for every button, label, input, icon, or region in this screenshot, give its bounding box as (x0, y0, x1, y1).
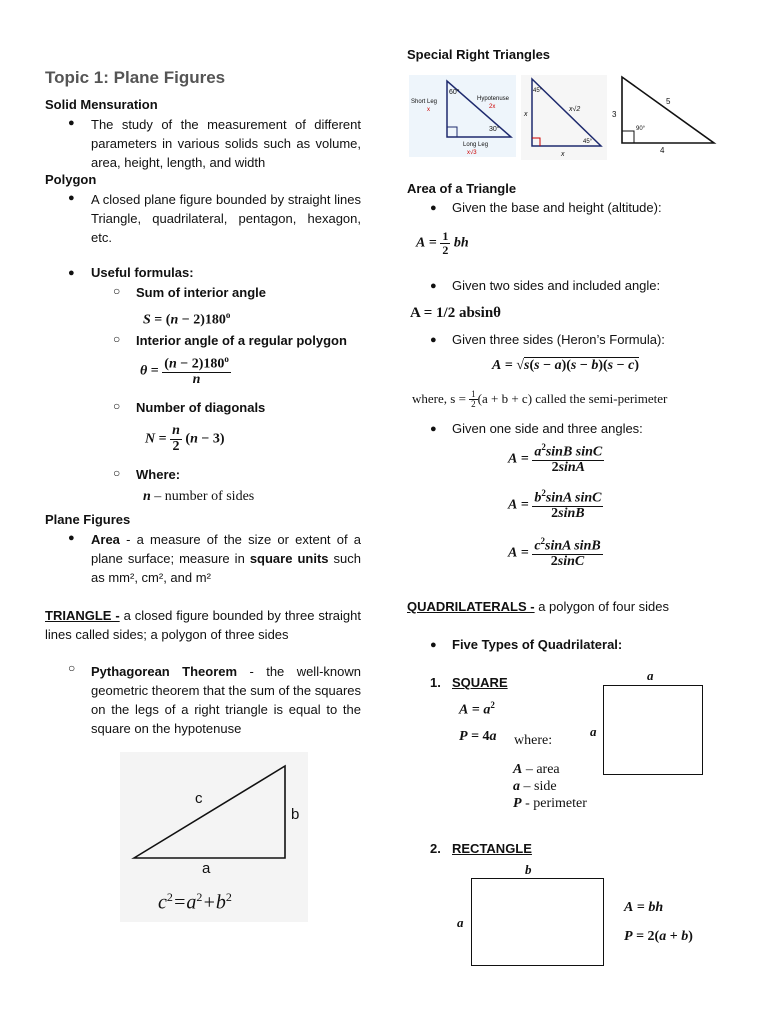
short-leg-label: Short Leg (411, 99, 438, 105)
area-bold: square units (249, 551, 329, 566)
rectangle-shape (471, 878, 604, 966)
triangle-3-4-5-figure (608, 75, 720, 157)
quadrilaterals-definition (407, 599, 669, 614)
bullet: ● (430, 639, 437, 651)
perimeter-def-text: - perimeter (525, 796, 587, 811)
square-side-def: a – side (513, 779, 557, 794)
triangle-text: a closed figure bounded by three straight lines called sides; a polygon of three sides (45, 608, 361, 642)
triangle-45-45-90-shape (532, 79, 601, 146)
square-side-label: a (590, 724, 597, 739)
bullet: ● (68, 532, 75, 544)
angle-45-bottom-label: 45° (583, 139, 593, 145)
circle-bullet: ○ (113, 284, 121, 298)
circle-bullet: ○ (113, 399, 121, 413)
herons-formula: A = √s(s − a)(s − b)(s − c) (492, 358, 639, 373)
semi-suffix: (a + b + c) called the semi-perimeter (477, 390, 668, 406)
area-definition (91, 530, 361, 587)
polygon-heading: Polygon (45, 172, 97, 187)
solid-mensuration-text: The study of the measurement of different parameters in various solids such as volume, area, height, length, and width (91, 117, 361, 170)
pythagorean-formula: $c^2=a^2+b^2$ (158, 890, 232, 914)
short-leg-x-label: x (427, 107, 430, 113)
semi-prefix: where, s = (412, 390, 470, 406)
rectangle-area-formula: A = bh (624, 900, 664, 915)
square-top-label: a (647, 668, 654, 683)
triangle-3-4-5-diagram (608, 75, 720, 157)
solid-mensuration-heading: Solid Mensuration (45, 97, 158, 112)
hypotenuse-label: Hypotenuse (477, 96, 510, 102)
pythagorean-term: Pythagorean Theorem (91, 664, 238, 679)
bullet: ● (430, 202, 437, 214)
three-sides-label: Given three sides (Heron’s Formula): (452, 332, 665, 347)
useful-formulas-heading: Useful formulas: (91, 265, 194, 280)
bullet: ● (430, 280, 437, 292)
rectangle-top-label: b (525, 862, 532, 877)
one-side-label: Given one side and three angles: (452, 421, 643, 436)
square-heading: SQUARE (452, 675, 508, 690)
hypotenuse-label: c (195, 790, 203, 807)
triangle-45-45-90-figure (521, 75, 607, 160)
base-height-formula: A = $\frac{1}{2}$ bh (416, 229, 469, 257)
angle-30-label: 30° (489, 126, 500, 133)
right-angle-marker (622, 131, 634, 143)
area-text-2: such as mm², cm², and m² (91, 551, 361, 585)
interior-angle-formula: θ = $\frac{(n - 2)180^o}{n}$ (140, 354, 229, 388)
triangle-definition (45, 606, 361, 644)
rectangle-perimeter-formula: P = 2(a + b) (624, 929, 693, 944)
area-triangle-heading: Area of a Triangle (407, 181, 517, 196)
bullet: ● (430, 334, 437, 346)
formula-side-c: A = $\frac{c^2\sin A \sin B}{2\sin C}$ (508, 536, 601, 570)
leg-x-left-label: x (524, 111, 528, 118)
circle-bullet: ○ (113, 466, 121, 480)
semi-perimeter-definition: where, s = $\frac{1}{2}$ (a + b + c) called the semi-perimeter (412, 389, 668, 410)
page-title: Topic 1: Plane Figures (45, 68, 226, 87)
circle-bullet: ○ (113, 332, 121, 346)
circle-bullet: ○ (68, 661, 76, 675)
leg-a-label: a (202, 860, 211, 877)
angle-90-label: 90° (636, 126, 646, 132)
triangle-30-60-90-figure (409, 75, 516, 157)
five-types-label: Five Types of Quadrilateral: (452, 637, 623, 652)
triangle-term: TRIANGLE - (45, 608, 120, 623)
leg-b-label: b (291, 806, 300, 823)
hypotenuse-2x-label: 2x (489, 104, 496, 110)
right-triangle-shape (134, 766, 285, 858)
formula-side-a: A = $\frac{a^2\sin B \sin C}{2\sin A}$ (508, 442, 603, 476)
pythagorean-figure (120, 752, 308, 922)
bullet: ● (68, 192, 75, 204)
pythagorean-text: - the well-known geometric theorem that the sum of the squares on the legs of a right triangle is equal to the square on the hypotenuse (91, 664, 361, 736)
quadrilaterals-term: QUADRILATERALS - (407, 599, 535, 614)
two-sides-formula: A = 1/2 absinθ (410, 305, 501, 321)
rectangle-number: 2. (430, 841, 441, 856)
quadrilaterals-text: a polygon of four sides (534, 599, 670, 614)
right-angle-marker (532, 138, 540, 146)
sum-interior-formula: $S = (n - 2)180^o$ (143, 310, 231, 328)
pythagorean-definition (91, 662, 361, 738)
square-perimeter-formula: P = 4a (459, 729, 497, 744)
angle-45-top-label: 45° (533, 88, 543, 94)
area-text-1: - a measure of the size or extent of a plane surface; measure in (91, 532, 361, 566)
diagonals-formula: N = $\frac{n}{2}$ (n − 3) (145, 423, 225, 454)
n-definition: n – number of sides (143, 489, 255, 504)
triangle-3-4-5-shape (622, 77, 714, 143)
angle-60-label: 60° (449, 89, 460, 96)
rectangle-heading: RECTANGLE (452, 841, 532, 856)
square-where-label: where: (514, 733, 553, 748)
long-leg-xroot3-label: x√3 (467, 150, 477, 156)
square-area-def: A – area (513, 762, 560, 777)
long-leg-label: Long Leg (463, 142, 489, 148)
interior-angle-label: Interior angle of a regular polygon (136, 333, 347, 348)
bullet: ● (430, 423, 437, 435)
bullet: ● (68, 117, 75, 129)
side-4-label: 4 (660, 146, 665, 155)
side-5-label: 5 (666, 97, 671, 106)
area-term: Area (91, 532, 120, 547)
where-label: Where: (136, 467, 181, 482)
two-sides-label: Given two sides and included angle: (452, 278, 661, 293)
rectangle-side-label: a (457, 915, 464, 930)
plane-figures-heading: Plane Figures (45, 512, 131, 527)
side-def-text: – side (523, 779, 557, 794)
sum-interior-angle-label: Sum of interior angle (136, 285, 267, 300)
hypotenuse-xroot2-label: x√2 (569, 106, 581, 113)
square-number: 1. (430, 675, 441, 690)
n-definition-text: – number of sides (154, 489, 255, 504)
diagonals-label: Number of diagonals (136, 400, 266, 415)
square-perimeter-def: P - perimeter (513, 796, 587, 811)
square-shape (603, 685, 703, 775)
area-def-text: – area (525, 762, 560, 777)
right-angle-marker (447, 127, 457, 137)
base-height-label: Given the base and height (altitude): (452, 200, 662, 215)
special-right-triangles-heading: Special Right Triangles (407, 47, 551, 62)
triangle-30-60-90-diagram (409, 75, 516, 157)
leg-x-bottom-label: x (561, 151, 565, 158)
side-3-label: 3 (612, 110, 617, 119)
bullet: ● (68, 267, 75, 279)
square-area-formula: $A = a^2$ (459, 700, 495, 718)
triangle-45-45-90-diagram (521, 75, 607, 160)
formula-side-b: A = $\frac{b^2\sin A \sin C}{2\sin B}$ (508, 488, 602, 522)
polygon-text: A closed plane figure bounded by straight lines Triangle, quadrilateral, pentagon, hexagon, etc. (91, 192, 361, 245)
